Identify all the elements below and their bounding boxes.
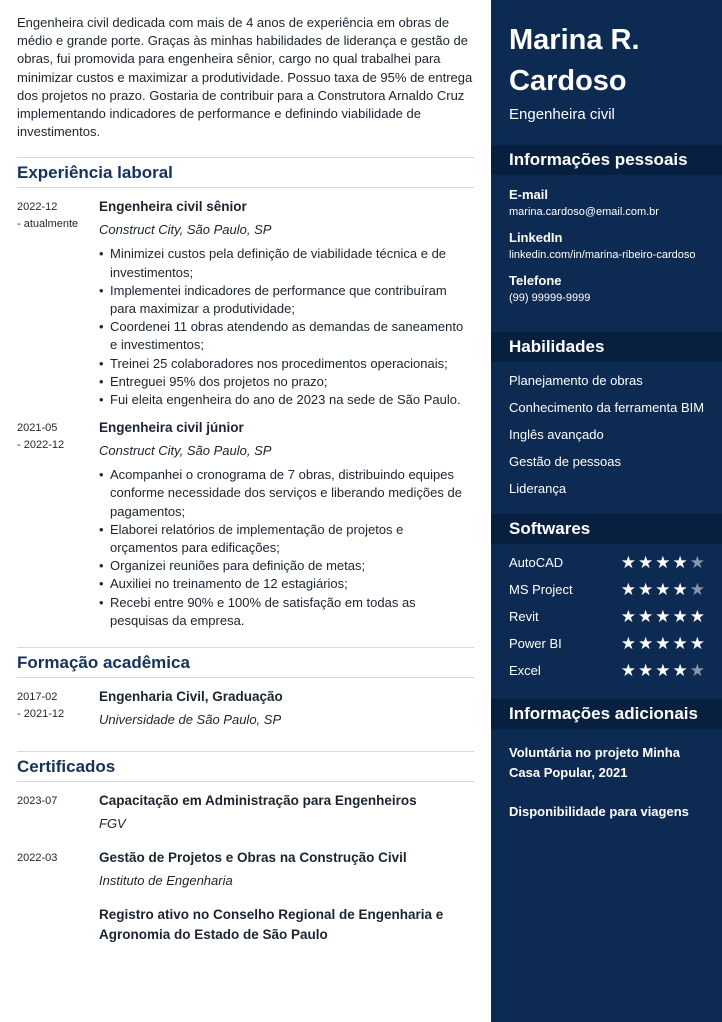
star-filled-icon: ★ [638,580,654,599]
certificate-date: 2022-03 [17,852,58,865]
job-entry [17,197,474,409]
certificate-date: 2023-07 [17,795,58,808]
degree-title: Engenharia Civil, Graduação [99,689,283,705]
star-filled-icon: ★ [689,634,705,653]
job-entry [17,418,474,630]
experience-heading: Experiência laboral [17,157,474,188]
star-filled-icon: ★ [638,607,654,626]
star-filled-icon: ★ [638,661,654,680]
star-filled-icon: ★ [672,607,688,626]
star-filled-icon: ★ [620,553,636,572]
software-name: AutoCAD [509,555,564,570]
phone-item [491,272,722,307]
software-list [491,549,722,684]
list-item: • Elaborei relatórios de implementação de projetos e orçamentos para edificações; [99,521,474,557]
candidate-name: Marina R. Cardoso [509,24,640,97]
star-empty-icon: ★ [689,580,705,599]
education-entry [17,687,474,729]
star-filled-icon: ★ [655,661,671,680]
software-name: Excel [509,663,541,678]
linkedin-item [491,229,722,264]
sidebar [491,0,722,1022]
rating-stars [621,608,705,625]
personal-info-heading: Informações pessoais [491,145,722,175]
rating-stars [621,662,705,679]
list-item: • Coordenei 11 obras atendendo as demandas de saneamento e investimentos; [99,318,474,354]
linkedin-value[interactable]: linkedin.com/in/marina-ribeiro-cardoso [509,249,696,261]
star-filled-icon: ★ [672,661,688,680]
software-name: Revit [509,609,539,624]
rating-stars [621,635,705,652]
skill-item: Liderança [509,481,567,496]
job-title: Engenheira civil júnior [99,420,244,436]
certificate-entry [17,848,474,890]
list-item: • Fui eleita engenheira do ano de 2023 na sede de São Paulo. [99,391,474,409]
star-filled-icon: ★ [655,607,671,626]
software-row [491,549,722,576]
list-item: • Acompanhei o cronograma de 7 obras, distribuindo equipes conforme necessidade dos serviços e liberando medições de pagamentos; [99,466,474,521]
additional-item: Voluntária no projeto Minha Casa Popular, 2021 [509,745,680,780]
star-filled-icon: ★ [620,661,636,680]
software-row [491,576,722,603]
certificates-heading: Certificados [17,751,474,782]
email-item [491,186,722,221]
education-dates: 2017-02 - 2021-12 [17,691,65,721]
star-filled-icon: ★ [672,634,688,653]
skills-list [491,367,722,502]
star-filled-icon: ★ [672,553,688,572]
phone-value: (99) 99999-9999 [509,292,591,304]
certificate-title: Gestão de Projetos e Obras na Construção Civil [99,850,407,866]
skills-heading: Habilidades [491,332,722,362]
skill-item: Gestão de pessoas [509,454,622,469]
star-filled-icon: ★ [638,553,654,572]
education-heading: Formação acadêmica [17,647,474,678]
linkedin-label: LinkedIn [509,230,563,245]
certificate-issuer: FGV [99,816,126,832]
software-row [491,630,722,657]
list-item: • Treinei 25 colaboradores nos procedimentos operacionais; [99,355,474,373]
star-filled-icon: ★ [655,580,671,599]
star-filled-icon: ★ [620,634,636,653]
software-name: MS Project [509,582,573,597]
software-heading: Softwares [491,514,722,544]
certificate-date [17,905,99,945]
skill-item: Inglês avançado [509,427,604,442]
job-title: Engenheira civil sênior [99,199,247,215]
job-dates: 2022-12 - atualmente [17,201,79,231]
candidate-role: Engenheira civil [509,106,615,123]
professional-summary: Engenheira civil dedicada com mais de 4 anos de experiência em obras de médio e grande porte. Graças às minhas habilidades de liderança e gestão de obras, fui promovida para engenheira sênior, cargo no qual trabalhei para minimizar custos e maximizar a produtividade. Possuo taxa de 95% de entrega dos projetos no prazo. Gostaria de contribuir para a Construtora Arnaldo Cruz implementando indicadores de performance e definindo viabilidade de investimentos. [17,15,473,140]
list-item: • Minimizei custos pela definição de viabilidade técnica e de investimentos; [99,245,474,281]
certificate-title: Registro ativo no Conselho Regional de Engenharia e Agronomia do Estado de São Paulo [99,907,444,943]
additional-item: Disponibilidade para viagens [509,804,689,819]
job-dates: 2021-05 - 2022-12 [17,422,65,452]
skill-item: Conhecimento da ferramenta BIM [509,400,705,415]
job-company: Construct City, São Paulo, SP [99,222,272,238]
star-filled-icon: ★ [655,634,671,653]
star-filled-icon: ★ [638,634,654,653]
school-name: Universidade de São Paulo, SP [99,712,282,728]
list-item: • Auxiliei no treinamento de 12 estagiários; [99,575,474,593]
star-empty-icon: ★ [689,553,705,572]
rating-stars [621,554,705,571]
certificate-entry [17,905,474,945]
job-bullets [99,466,474,630]
skill-item: Planejamento de obras [509,373,643,388]
list-item: • Organizei reuniões para definição de metas; [99,557,474,575]
list-item: • Entreguei 95% dos projetos no prazo; [99,373,474,391]
email-value[interactable]: marina.cardoso@email.com.br [509,206,659,218]
certificate-entry [17,791,474,833]
job-company: Construct City, São Paulo, SP [99,443,272,459]
star-filled-icon: ★ [689,607,705,626]
star-filled-icon: ★ [672,580,688,599]
star-empty-icon: ★ [689,661,705,680]
email-label: E-mail [509,187,549,202]
job-bullets [99,245,474,409]
star-filled-icon: ★ [655,553,671,572]
list-item: • Recebi entre 90% e 100% de satisfação em todas as pesquisas da empresa. [99,594,474,630]
certificate-title: Capacitação em Administração para Engenheiros [99,793,417,809]
software-name: Power BI [509,636,562,651]
rating-stars [621,581,705,598]
certificate-issuer: Instituto de Engenharia [99,873,233,889]
software-row [491,603,722,630]
additional-info-heading: Informações adicionais [491,699,722,729]
star-filled-icon: ★ [620,607,636,626]
phone-label: Telefone [509,273,562,288]
software-row [491,657,722,684]
list-item: • Implementei indicadores de performance que contribuíram para maximizar a produtividade; [99,282,474,318]
star-filled-icon: ★ [620,580,636,599]
